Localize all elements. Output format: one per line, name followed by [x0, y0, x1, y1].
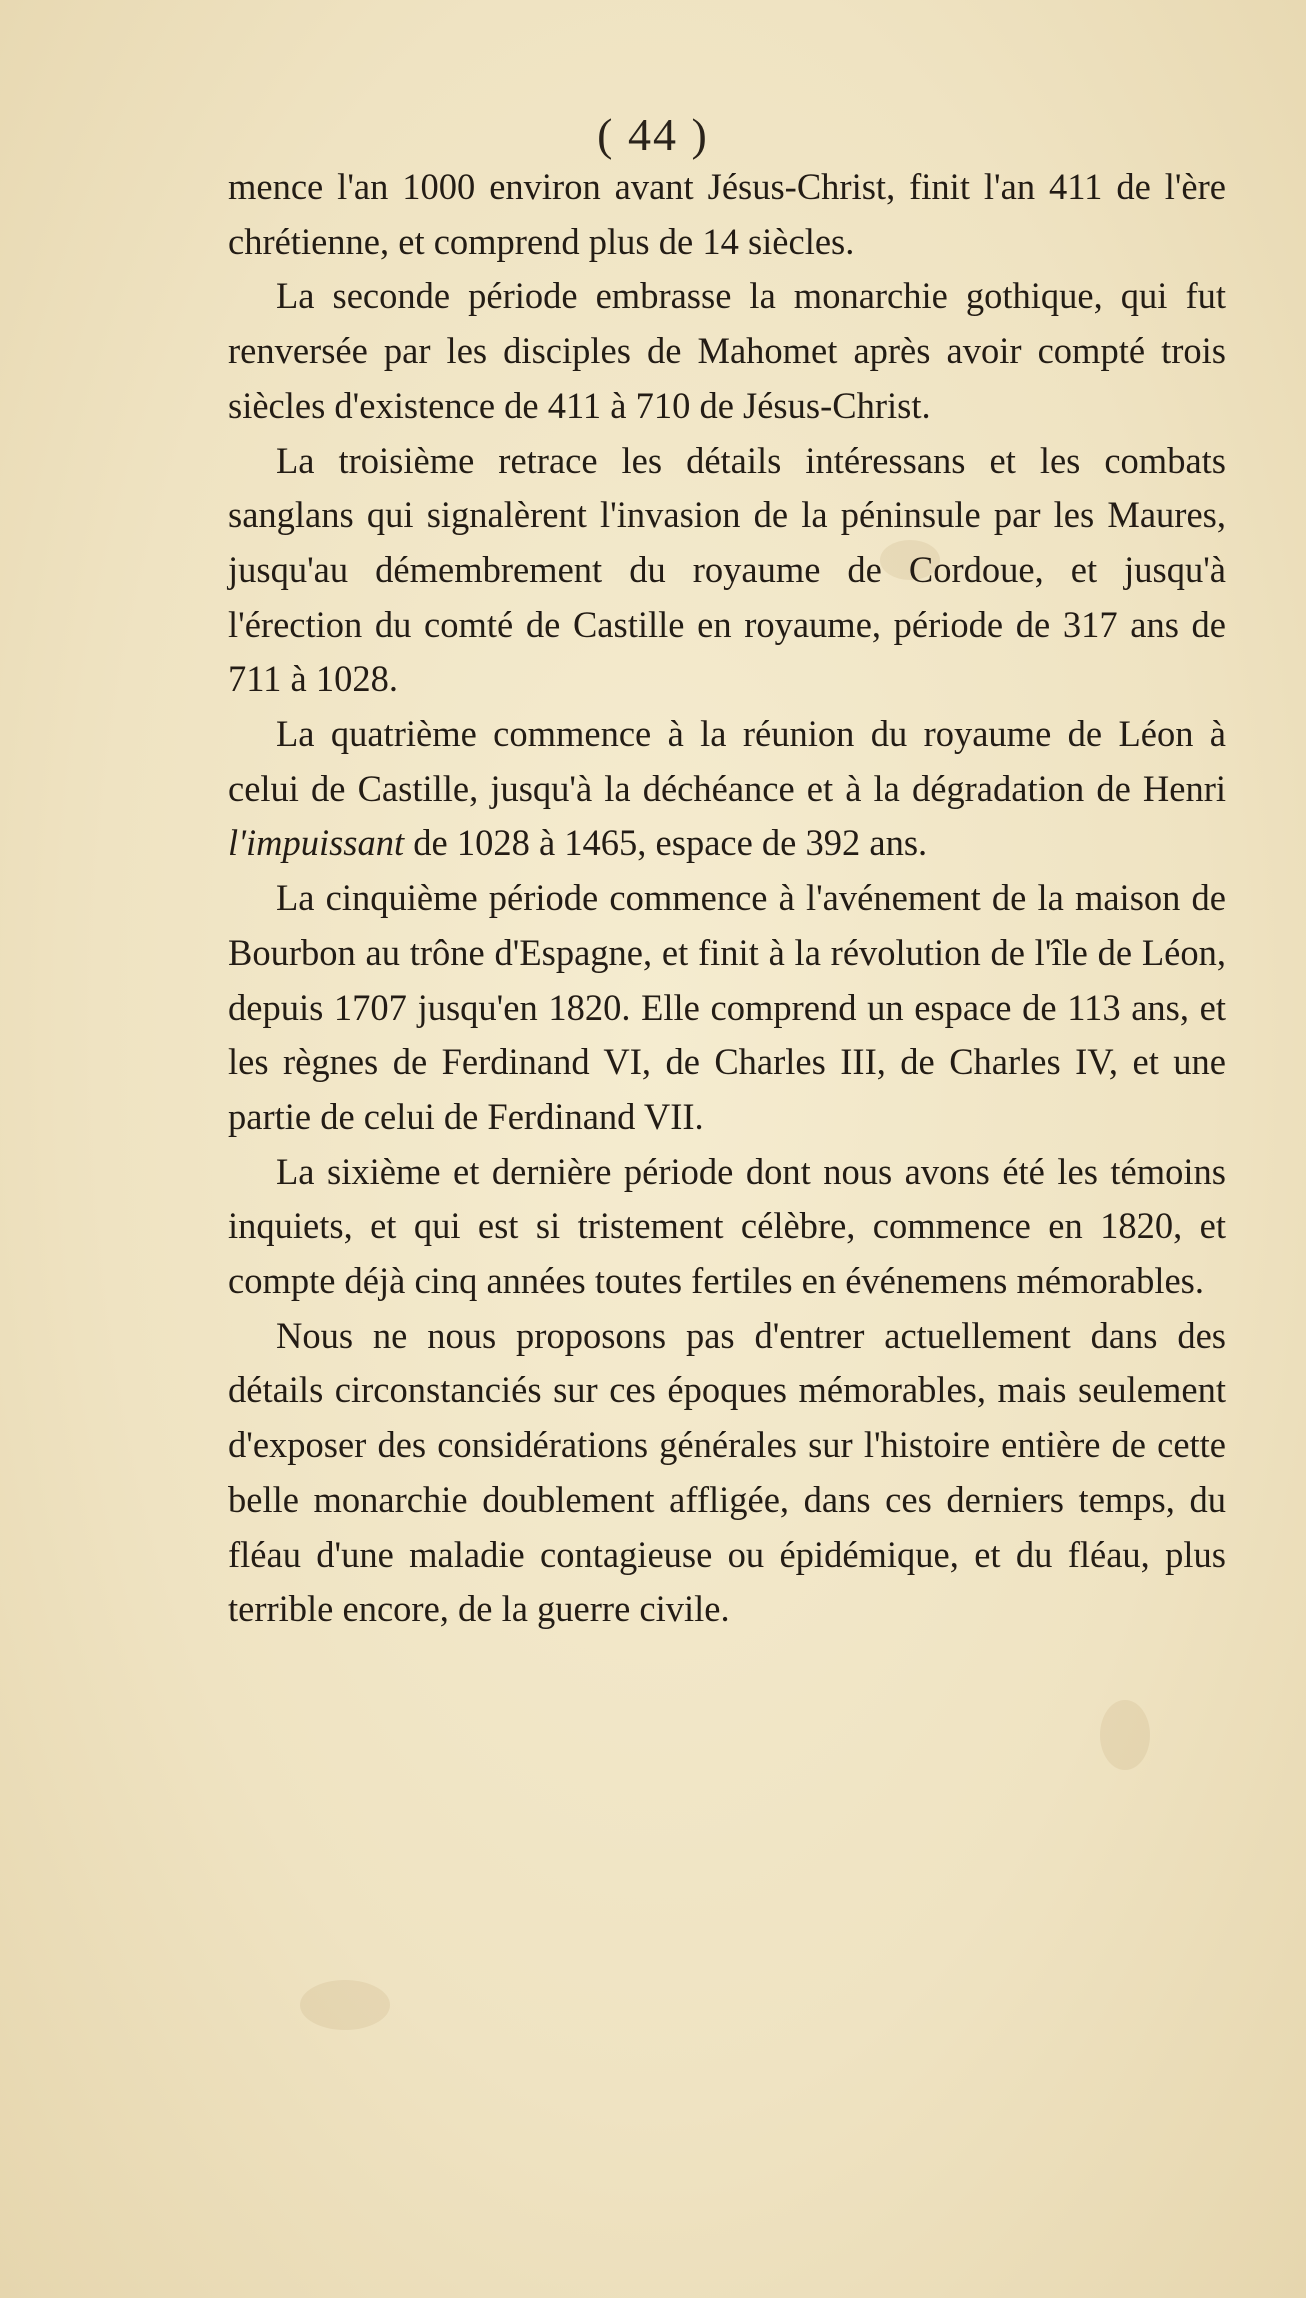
- page-number: ( 44 ): [597, 109, 709, 160]
- italic-epithet: l'impuissant: [228, 822, 405, 864]
- paragraph-text: La quatrième commence à la réunion du royaume de Léon à celui de Castille, jusqu'à la déchéance et à la dégradation de Henri: [228, 713, 1226, 809]
- paragraph: La seconde période embrasse la monarchie gothique, qui fut renversée par les disciples de Mahomet après avoir compté trois siècles d'existence de 411 à 710 de Jésus-Christ.: [228, 275, 1226, 426]
- body-text: [228, 160, 1226, 1637]
- paragraph: La cinquième période commence à l'avénement de la maison de Bourbon au trône d'Espagne, et finit à la révolution de l'île de Léon, depuis 1707 jusqu'en 1820. Elle comprend un espace de 113 ans, et les règnes de Ferdinand VI, de Charles III, de Charles IV, et une partie de celui de Ferdinand VII.: [228, 877, 1226, 1137]
- paper-stain: [1100, 1700, 1150, 1770]
- paragraph: Nous ne nous proposons pas d'entrer actuellement dans des détails circonstanciés sur ces époques mémorables, mais seulement d'exposer des considérations générales sur l'histoire entière de cette belle monarchie doublement affligée, dans ces derniers temps, du fléau d'une maladie contagieuse ou épidémique, et du fléau, plus terrible encore, de la guerre civile.: [228, 1314, 1226, 1630]
- paper-stain: [300, 1980, 390, 2030]
- paragraph: [228, 707, 1226, 871]
- paragraph: mence l'an 1000 environ avant Jésus-Christ, finit l'an 411 de l'ère chrétienne, et comprend plus de 14 siècles.: [228, 166, 1226, 262]
- paragraph: La troisième retrace les détails intéressans et les combats sanglans qui signalèrent l'invasion de la péninsule par les Maures, jusqu'au démembrement du royaume de Cordoue, et jusqu'à l'érection du comté de Castille en royaume, période de 317 ans de 711 à 1028.: [228, 439, 1226, 700]
- paragraph-text: de 1028 à 1465, espace de 392 ans.: [404, 822, 928, 864]
- paragraph: La sixième et dernière période dont nous avons été les témoins inquiets, et qui est si tristement célèbre, commence en 1820, et compte déjà cinq années toutes fertiles en événemens mémorables.: [228, 1150, 1226, 1302]
